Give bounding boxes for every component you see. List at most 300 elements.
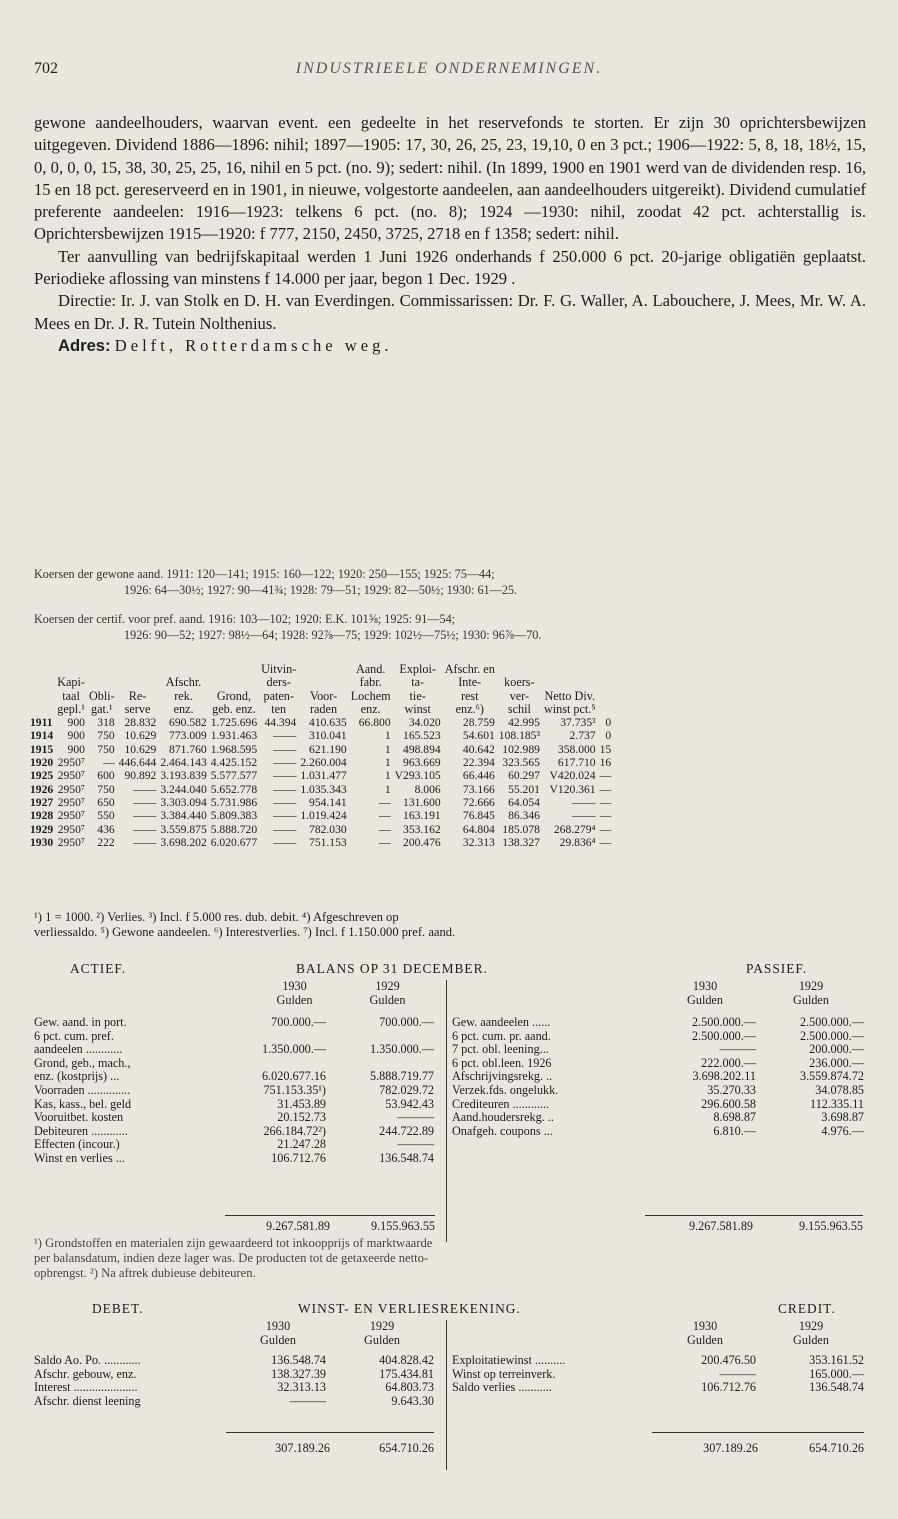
actief-list <box>34 1016 434 1166</box>
debet-total-a: 307.189.26 <box>275 1441 330 1455</box>
credit-total-a: 307.189.26 <box>703 1441 758 1455</box>
table-cell: 3.559.875 <box>160 822 207 836</box>
value-previous: ——— <box>397 1137 434 1152</box>
table-cell: — <box>103 756 115 770</box>
item-label: Winst op terreinverk. <box>452 1367 556 1381</box>
stats-header-cell <box>87 663 117 676</box>
credit-total-rule <box>652 1432 864 1433</box>
table-cell: 32.313 <box>462 835 495 849</box>
footnote-line-2: verliessaldo. ⁵) Gewone aandeelen. ⁶) Interestverlies. ⁷) Incl. f 1.150.000 pref. aand. <box>34 925 456 939</box>
table-cell: —— <box>273 795 297 809</box>
balans-title: BALANS OP 31 DECEMBER. <box>296 961 488 976</box>
balans-note-3: opbrengst. ²) Na aftrek dubieuse debiteuren. <box>34 1266 256 1280</box>
table-cell: — <box>599 809 612 823</box>
value-previous <box>326 1057 434 1071</box>
list-item <box>452 1381 864 1395</box>
passief-unit-a: Gulden <box>687 992 723 1007</box>
stats-header-cell: raden <box>309 701 338 716</box>
table-cell: 323.565 <box>502 756 540 770</box>
table-cell: 2950⁷ <box>57 835 85 849</box>
item-label: Effecten (incour.) <box>34 1138 120 1152</box>
value-current: 200.476.50 <box>701 1353 756 1367</box>
value-previous: 3.698.87 <box>821 1110 864 1125</box>
table-cell: 5.652.778 <box>210 782 258 796</box>
footnote-line-1: ¹) 1 = 1000. ²) Verlies. ³) Incl. f 5.000 res. dub. debit. ⁴) Afgeschreven op <box>34 910 399 924</box>
table-cell: 42.995 <box>508 716 540 730</box>
value-current: 8.698.87 <box>713 1110 756 1125</box>
table-cell: 10.629 <box>124 742 157 756</box>
table-cell: 1 <box>384 742 391 756</box>
item-label: Gew. aand. in port. <box>34 1016 127 1029</box>
value-previous: 5.888.719.77 <box>370 1069 434 1084</box>
value-previous: 353.161.52 <box>809 1353 864 1367</box>
table-cell: 5.888.720 <box>210 822 258 836</box>
year-cell: 1920 <box>30 756 54 770</box>
table-cell: 108.185³ <box>498 729 540 743</box>
stats-header-cell <box>298 676 348 689</box>
list-item <box>34 1138 434 1152</box>
stats-header-cell: tie- <box>409 688 426 703</box>
list-item <box>34 1016 434 1030</box>
value-current: 2.500.000.— <box>692 1015 756 1029</box>
list-item <box>34 1084 434 1098</box>
table-cell: —— <box>273 822 297 836</box>
table-cell: 3.193.839 <box>160 769 207 783</box>
item-label: Afschrijvingsrekg. .. <box>452 1070 553 1084</box>
debet-year-header <box>226 1320 434 1347</box>
value-current <box>218 1057 326 1071</box>
value-previous: 34.078.85 <box>815 1082 864 1097</box>
stats-header-cell: Grond, <box>216 688 252 703</box>
list-item <box>452 1084 864 1098</box>
table-row <box>30 729 613 742</box>
table-cell: 0 <box>605 729 612 743</box>
year-cell: 1915 <box>30 742 54 756</box>
value-previous: 404.828.42 <box>379 1353 434 1367</box>
actief-totals <box>225 1220 435 1234</box>
table-cell: 650 <box>97 795 115 809</box>
stats-header-row <box>30 690 613 703</box>
table-row <box>30 823 613 836</box>
table-cell: 353.162 <box>403 822 441 836</box>
table-cell: — <box>379 835 391 849</box>
list-item <box>34 1043 434 1057</box>
table-cell: 5.577.577 <box>210 769 258 783</box>
value-previous: 244.722.89 <box>379 1123 434 1138</box>
credit-title: CREDIT. <box>778 1301 836 1316</box>
stats-header-cell <box>542 663 598 676</box>
table-cell: —— <box>273 769 297 783</box>
value-previous: 236.000.— <box>809 1055 864 1070</box>
koersen-gewone-line-2: 1926: 64—30½; 1927: 90—41¾; 1928: 79—51; 1929: 82—50½; 1930: 61—25. <box>124 582 518 597</box>
stats-header-cell: Aand. <box>355 662 386 676</box>
table-cell: 1.035.343 <box>300 782 347 796</box>
item-label: Vooruitbet. kosten <box>34 1111 124 1125</box>
table-cell: —— <box>273 729 297 743</box>
item-label: Voorraden .............. <box>34 1083 131 1097</box>
table-cell: 750 <box>97 782 115 796</box>
table-cell: 900 <box>67 742 85 756</box>
statistics-table <box>30 663 613 849</box>
stats-header-cell: Afschr. en <box>444 662 495 676</box>
table-cell: 34.020 <box>408 716 441 730</box>
stats-header-cell: Afschr. <box>165 675 202 690</box>
stats-header-cell: Netto Div. <box>544 688 596 703</box>
table-cell: 185.078 <box>502 822 540 836</box>
value-previous <box>326 1030 434 1044</box>
stats-header-cell <box>209 663 259 676</box>
stats-header-cell <box>117 676 159 689</box>
table-cell: 16 <box>599 756 612 770</box>
stats-header-cell: schil <box>507 701 531 716</box>
table-footnotes <box>34 910 866 940</box>
table-cell: 1 <box>384 782 391 796</box>
list-item <box>452 1098 864 1112</box>
table-cell: 55.201 <box>508 782 540 796</box>
table-cell: 2950⁷ <box>57 782 85 796</box>
table-cell: 1.031.477 <box>300 769 347 783</box>
actief-title: ACTIEF. <box>70 961 127 976</box>
table-cell: 66.446 <box>462 769 495 783</box>
adres-text: Delft, Rotterdamsche weg. <box>114 335 393 355</box>
item-label: enz. (kostprijs) ... <box>34 1070 120 1084</box>
table-cell: —— <box>572 795 596 809</box>
passief-year-b: 1929 <box>798 979 824 993</box>
item-label: Saldo Ao. Po. ............ <box>34 1354 141 1367</box>
table-cell: V120.361 <box>549 782 596 796</box>
paragraph-directie: Directie: Ir. J. van Stolk en D. H. van Everdingen. Commissarissen: Dr. F. G. Waller, A. Labouchere, J. Mees, Mr. W. A. Mees en Dr. J. R. Tutein Nolthenius. <box>34 291 866 333</box>
stats-header-cell: paten- <box>263 688 294 703</box>
passief-title: PASSIEF. <box>746 961 808 976</box>
table-cell: 8.006 <box>414 782 441 796</box>
value-current: 31.453.89 <box>277 1096 326 1111</box>
stats-header-cell: geb. enz. <box>212 701 256 716</box>
credit-year-a: 1930 <box>692 1319 718 1333</box>
table-cell: 44.394 <box>264 716 297 730</box>
debet-title: DEBET. <box>92 1301 144 1316</box>
passief-year-a: 1930 <box>692 979 718 993</box>
list-item <box>34 1111 434 1125</box>
debet-totals <box>226 1442 434 1456</box>
table-cell: 0 <box>605 716 612 730</box>
stats-header-cell: enz. <box>173 701 194 716</box>
stats-header-cell <box>542 676 598 689</box>
table-cell: —— <box>133 795 157 809</box>
table-cell: 446.644 <box>118 756 157 770</box>
passief-unit-b: Gulden <box>793 992 829 1007</box>
table-cell: — <box>599 782 612 796</box>
list-item <box>452 1368 864 1382</box>
value-previous: 53.942.43 <box>385 1096 434 1111</box>
table-cell: 900 <box>67 729 85 743</box>
table-cell: 773.009 <box>169 729 207 743</box>
table-cell: — <box>599 769 612 783</box>
table-cell: 954.141 <box>309 795 347 809</box>
table-cell: 3.303.094 <box>160 795 207 809</box>
table-cell: 131.600 <box>403 795 441 809</box>
actief-year-header <box>248 980 434 1007</box>
stats-header-cell <box>497 663 542 676</box>
item-label: Gew. aandeelen ...... <box>452 1016 551 1029</box>
debet-list <box>34 1354 434 1408</box>
stats-header-cell: koers- <box>504 675 535 690</box>
value-previous: 165.000.— <box>809 1366 864 1381</box>
value-current: 3.698.202.11 <box>692 1069 756 1084</box>
table-row <box>30 796 613 809</box>
value-current <box>218 1030 326 1044</box>
list-item <box>34 1070 434 1084</box>
list-item <box>34 1354 434 1368</box>
table-cell: 1.725.696 <box>210 716 258 730</box>
table-cell: — <box>599 822 612 836</box>
item-label: Grond, geb., mach., <box>34 1056 131 1070</box>
table-cell: 358.000 <box>557 742 596 756</box>
stats-header-cell <box>209 676 259 689</box>
year-cell: 1927 <box>30 795 54 809</box>
actief-total-b: 9.155.963.55 <box>371 1219 435 1233</box>
value-previous: 136.548.74 <box>379 1150 434 1165</box>
value-current: 106.712.76 <box>271 1150 326 1165</box>
table-cell: 1 <box>384 769 391 783</box>
table-cell: 621.190 <box>309 742 347 756</box>
actief-total-rule <box>225 1215 435 1216</box>
debet-year-a: 1930 <box>265 1319 291 1333</box>
table-cell: 2950⁷ <box>57 809 85 823</box>
balans-footnotes <box>34 1236 866 1281</box>
balans-note-1: ¹) Grondstoffen en materialen zijn gewaardeerd tot inkoopprijs of marktwaarde <box>34 1236 433 1250</box>
table-cell: 2.260.004 <box>300 756 347 770</box>
value-previous: 3.559.874.72 <box>800 1069 864 1084</box>
stats-header-cell <box>30 663 55 676</box>
table-cell: 28.832 <box>124 716 157 730</box>
stats-header-cell: Voor- <box>309 688 338 703</box>
table-row <box>30 743 613 756</box>
stats-header-row <box>30 676 613 689</box>
table-cell: 222 <box>97 835 115 849</box>
table-row <box>30 809 613 822</box>
table-cell: 600 <box>97 769 115 783</box>
table-cell: —— <box>133 835 157 849</box>
table-cell: 10.629 <box>124 729 157 743</box>
value-current: 1.350.000.— <box>262 1042 326 1057</box>
credit-year-header <box>652 1320 864 1347</box>
value-current: ——— <box>719 1042 756 1057</box>
table-cell: 963.669 <box>403 756 441 770</box>
debet-unit-b: Gulden <box>364 1332 400 1347</box>
list-item <box>452 1030 864 1044</box>
passief-year-header <box>652 980 864 1007</box>
debet-year-b: 1929 <box>369 1319 395 1333</box>
table-cell: 2.464.143 <box>160 756 207 770</box>
item-label: Afschr. dienst leening <box>34 1394 141 1408</box>
credit-totals <box>652 1442 864 1456</box>
actief-year-a: 1930 <box>282 979 307 993</box>
table-cell: 310.041 <box>309 729 347 743</box>
list-item <box>34 1152 434 1166</box>
list-item <box>34 1395 434 1409</box>
body-text <box>34 112 866 357</box>
debet-total-rule <box>226 1432 434 1433</box>
table-cell: 751.153 <box>309 835 347 849</box>
table-cell: 5.809.383 <box>210 809 258 823</box>
table-cell: 2950⁷ <box>57 756 85 770</box>
list-item <box>34 1125 434 1139</box>
value-current: 136.548.74 <box>271 1353 326 1367</box>
table-cell: 750 <box>97 729 115 743</box>
item-label: Exploitatiewinst .......... <box>452 1354 566 1367</box>
table-cell: 2950⁷ <box>57 795 85 809</box>
value-previous: 2.500.000.— <box>800 1015 864 1029</box>
stats-header-cell: ten <box>271 701 287 716</box>
table-cell: 200.476 <box>403 835 441 849</box>
item-label: Verzek.fds. ongelukk. <box>452 1083 559 1097</box>
year-cell: 1914 <box>30 729 54 743</box>
table-cell: —— <box>133 809 157 823</box>
table-cell: V420.024 <box>549 769 596 783</box>
value-current: 296.600.58 <box>701 1096 756 1111</box>
koersen-gewone-line-1: Koersen der gewone aand. 1911: 120—141; 1915: 160—122; 1920: 250—155; 1925: 75—44; <box>34 567 495 581</box>
stats-header-cell: ta- <box>411 675 425 690</box>
table-cell: 436 <box>97 822 115 836</box>
value-current: 21.247.28 <box>277 1137 326 1152</box>
value-current: 35.270.33 <box>707 1082 756 1097</box>
stats-header-cell <box>298 663 348 676</box>
list-item <box>34 1381 434 1395</box>
actief-year-b: 1929 <box>375 979 400 993</box>
value-current: 6.020.677.16 <box>262 1069 326 1084</box>
table-cell: —— <box>273 835 297 849</box>
stats-header-cell <box>55 663 87 676</box>
actief-unit-b: Gulden <box>369 992 406 1007</box>
year-cell: 1929 <box>30 822 54 836</box>
table-cell: 86.346 <box>508 809 540 823</box>
table-cell: 54.601 <box>462 729 495 743</box>
table-cell: —— <box>273 756 297 770</box>
credit-list <box>452 1354 864 1395</box>
list-item <box>34 1098 434 1112</box>
koersen-pref <box>34 612 866 643</box>
table-cell: 871.760 <box>169 742 207 756</box>
table-cell: 5.731.986 <box>210 795 258 809</box>
paragraph-adres <box>34 335 866 357</box>
stats-header-cell <box>30 703 55 716</box>
table-cell: 3.698.202 <box>160 835 207 849</box>
stats-header-cell: Inte- <box>458 675 482 690</box>
adres-label: Adres: <box>58 335 111 355</box>
table-cell: 73.166 <box>462 782 495 796</box>
list-item <box>452 1111 864 1125</box>
stats-header-cell <box>30 690 55 703</box>
koersen-pref-line-2: 1926: 90—52; 1927: 98½—64; 1928: 92⅞—75; 1929: 102½—75½; 1930: 96⅞—70. <box>124 627 542 642</box>
table-cell: 268.279⁴ <box>553 822 596 836</box>
table-cell: 28.759 <box>462 716 495 730</box>
item-label: Aand.houdersrekg. .. <box>452 1111 554 1125</box>
stats-header-cell: enz.⁶) <box>455 701 484 716</box>
table-cell: 1.019.424 <box>300 809 347 823</box>
debet-total-b: 654.710.26 <box>379 1441 434 1455</box>
table-cell: 37.735³ <box>560 716 596 730</box>
value-previous: 1.350.000.— <box>370 1042 434 1057</box>
list-item <box>452 1057 864 1071</box>
table-cell: 40.642 <box>462 742 495 756</box>
stats-header-cell: ver- <box>509 688 530 703</box>
table-cell: 64.804 <box>462 822 495 836</box>
stats-header-cell: serve <box>124 701 151 716</box>
table-cell: — <box>379 822 391 836</box>
passief-list <box>452 1016 864 1138</box>
value-previous: 200.000.— <box>809 1042 864 1057</box>
stats-header-cell: rek. <box>174 688 193 703</box>
table-cell: 6.020.677 <box>210 835 258 849</box>
stats-header-row <box>30 663 613 676</box>
table-cell: 1.931.463 <box>210 729 258 743</box>
table-cell: 3.244.040 <box>160 782 207 796</box>
value-previous: 9.643.30 <box>391 1393 434 1408</box>
table-cell: —— <box>572 809 596 823</box>
value-current: 32.313.13 <box>277 1380 326 1395</box>
table-cell: 498.894 <box>403 742 441 756</box>
table-cell: —— <box>133 822 157 836</box>
table-cell: 2950⁷ <box>57 769 85 783</box>
table-row <box>30 783 613 796</box>
stats-header-cell: Exploi- <box>399 662 436 676</box>
value-current: 106.712.76 <box>701 1380 756 1395</box>
table-cell: 64.054 <box>508 795 540 809</box>
table-cell: 782.030 <box>309 822 347 836</box>
year-cell: 1925 <box>30 769 54 783</box>
table-cell: — <box>599 795 612 809</box>
item-label: Debiteuren ............ <box>34 1124 128 1138</box>
table-cell: 163.191 <box>403 809 441 823</box>
actief-total-a: 9.267.581.89 <box>266 1219 330 1233</box>
table-cell: 318 <box>97 716 115 730</box>
list-item <box>452 1354 864 1368</box>
value-current: ——— <box>289 1393 326 1408</box>
paragraph-dividend: gewone aandeelhouders, waarvan event. een gedeelte in het reservefonds te storten. Er zijn 30 oprichtersbewijzen uitgegeven. Dividend 1886—1896: nihil; 1897—1905: 17, 30, 26, 25, 23, 19,10, 0 en 3 pct.; 1906—1922: 5, 8, 18, 18½, 15, 0, 0, 0, 0, 15, 38, 30, 25, 25, 16, nihil en 5 pct. (no. 9); sedert: nihil. (In 1899, 1900 en 1901 werd van de dividenden resp. 16, 15 en 18 pct. gereserveerd en in 1901, in nieuwe, volgestorte aandeelen, aan aandeelhouders uitgereikt). Dividend cumulatief preferente aandeelen: 1916—1923: telkens 6 pct. (no. 8); 1924 —1930: nihil, zoodat 42 pct. achterstallig is. Oprichtersbewijzen 1915—1920: f 777, 2150, 2450, 3725, 2718 en f 1358; sedert: nihil. <box>34 113 866 244</box>
value-previous: 782.029.72 <box>379 1082 434 1097</box>
value-previous: ——— <box>397 1110 434 1125</box>
item-label: Interest ..................... <box>34 1381 138 1395</box>
stats-header-cell: gepl.¹ <box>57 701 85 716</box>
item-label: Crediteuren ............ <box>452 1097 550 1111</box>
table-cell: —— <box>273 782 297 796</box>
debet-unit-a: Gulden <box>260 1332 296 1347</box>
koersen-pref-line-1: Koersen der certif. voor pref. aand. 1916: 103—102; 1920: E.K. 101⅝; 1925: 91—54; <box>34 612 456 626</box>
table-cell: 138.327 <box>502 835 540 849</box>
stats-header-cell: Re- <box>128 688 147 703</box>
value-current: 700.000.— <box>271 1015 326 1029</box>
value-current: 2.500.000.— <box>692 1028 756 1043</box>
table-cell: 550 <box>97 809 115 823</box>
table-cell: 750 <box>97 742 115 756</box>
item-label: Saldo verlies ........... <box>452 1381 552 1395</box>
value-previous: 2.500.000.— <box>800 1028 864 1043</box>
table-cell: — <box>599 835 612 849</box>
year-cell: 1911 <box>30 716 53 730</box>
year-cell: 1930 <box>30 835 54 849</box>
credit-year-b: 1929 <box>798 1319 824 1333</box>
value-current: 138.327.39 <box>271 1366 326 1381</box>
table-cell: 3.384.440 <box>160 809 207 823</box>
table-cell: 617.710 <box>557 756 596 770</box>
item-label: Winst en verlies ... <box>34 1151 125 1165</box>
table-cell: 1 <box>384 756 391 770</box>
paragraph-obligaties: Ter aanvulling van bedrijfskapitaal werden 1 Juni 1926 onderhands f 250.000 6 pct. 20-jarige obligatiën geplaatst. Periodieke aflossing van minstens f 14.000 per jaar, begon 1 Dec. 1929 . <box>34 246 866 289</box>
koersen-gewone <box>34 567 866 598</box>
actief-unit-a: Gulden <box>276 992 313 1007</box>
table-row <box>30 836 613 849</box>
table-row <box>30 769 613 782</box>
